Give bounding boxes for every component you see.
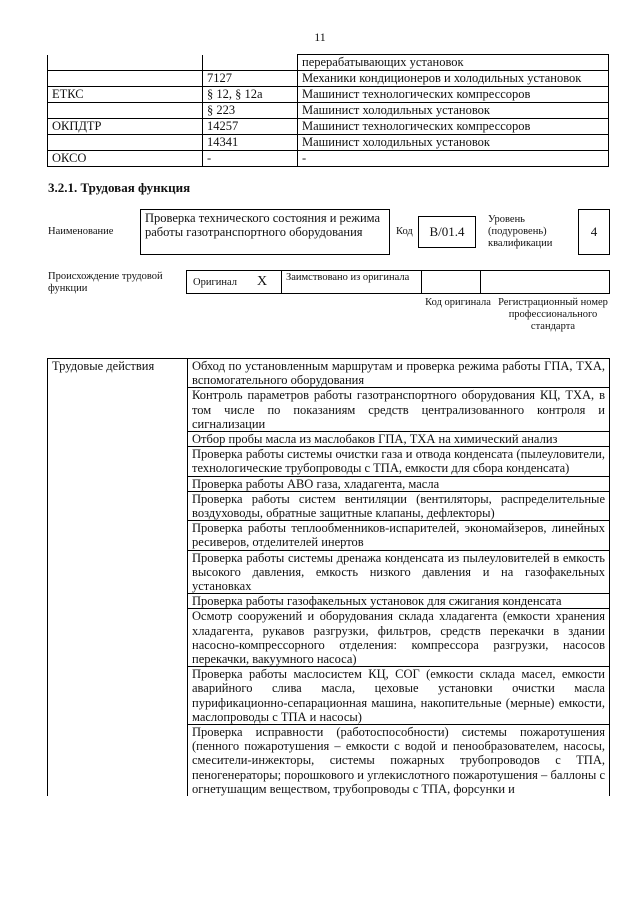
table-cell xyxy=(48,447,188,476)
table-cell: Машинист технологических компрессоров xyxy=(298,87,609,103)
origin-row xyxy=(186,270,610,294)
code-original-label: Код оригинала xyxy=(425,297,491,308)
page-number: 11 xyxy=(314,30,326,44)
table-row xyxy=(48,388,610,432)
table-row xyxy=(48,359,610,388)
table-cell xyxy=(48,594,188,609)
table-row xyxy=(48,476,610,491)
table-row xyxy=(48,521,610,550)
original-mark: X xyxy=(257,274,268,289)
table-row xyxy=(48,103,609,119)
table-row xyxy=(48,667,610,725)
table-cell xyxy=(48,476,188,491)
table-cell: - xyxy=(203,151,298,167)
table-row xyxy=(48,151,609,167)
table-row xyxy=(48,71,609,87)
function-name-box: Проверка технического состояния и режима работы газотранспортного оборудования xyxy=(140,209,390,255)
table-cell: - xyxy=(298,151,609,167)
table-row xyxy=(48,119,609,135)
section-title: 3.2.1. Трудовая функция xyxy=(48,180,191,195)
original-cell xyxy=(186,270,282,294)
table-cell: 14257 xyxy=(203,119,298,135)
labor-action-item: Проверка работы теплообменников-испарителей, экономайзеров, линейных ресиверов, отделителей инертов xyxy=(188,521,610,550)
reg-number-label: Регистрационный номер профессионального стандарта xyxy=(498,297,608,332)
table-cell xyxy=(48,550,188,594)
labor-action-item: Контроль параметров работы газотранспортного оборудования КЦ, ТХА, в том числе по показаниям средств централизованного контроля и сигнализации xyxy=(188,388,610,432)
table-cell xyxy=(48,103,203,119)
labor-actions-table xyxy=(47,358,610,796)
labor-action-item: Проверка работы газофакельных установок для сжигания конденсата xyxy=(188,594,610,609)
table-cell xyxy=(48,388,188,432)
code-label: Код xyxy=(396,226,413,237)
table-cell: Машинист холодильных установок xyxy=(298,103,609,119)
table-cell: ЕТКС xyxy=(48,87,203,103)
labor-action-item: Осмотр сооружений и оборудования склада хладагента (емкости хранения хладагента, рукавов разгрузки, фильтров, средств перекачки в здании насосно-компрессорного отделения: компрессора разгрузки, насосов перекачки, вакуумного насоса) xyxy=(188,609,610,667)
table-cell: Механики кондиционеров и холодильных установок xyxy=(298,71,609,87)
labor-actions-label: Трудовые действия xyxy=(48,359,188,388)
table-cell: Машинист технологических компрессоров xyxy=(298,119,609,135)
table-cell: 7127 xyxy=(203,71,298,87)
function-code-box: В/01.4 xyxy=(418,216,476,248)
table-cell xyxy=(48,135,203,151)
table-cell: Машинист холодильных установок xyxy=(298,135,609,151)
table-row xyxy=(48,55,609,71)
table-row xyxy=(48,135,609,151)
table-cell xyxy=(48,491,188,520)
labor-action-item: Проверка исправности (работоспособности) системы пожаротушения (пенного пожаротушения – емкости с водой и пенообразователем, насосы, смесители-инжекторы, системы пожарных трубопроводов с ТПА, пеногенераторы; порошкового и углекислотного пожаротушения – баллоны с огнетушащим веществом, трубопроводы с ТПА, форсунки и xyxy=(188,725,610,797)
table-cell: ОКСО xyxy=(48,151,203,167)
table-cell: перерабатывающих установок xyxy=(298,55,609,71)
table-cell xyxy=(203,55,298,71)
table-row xyxy=(48,594,610,609)
code-original-cell xyxy=(421,270,481,294)
table-row xyxy=(48,447,610,476)
table-cell xyxy=(48,432,188,447)
table-row xyxy=(48,432,610,447)
table-cell xyxy=(48,725,188,797)
table-cell: ОКПДТР xyxy=(48,119,203,135)
borrowed-cell: Заимствовано из оригинала xyxy=(281,270,422,294)
table-row xyxy=(48,491,610,520)
table-cell xyxy=(48,521,188,550)
classification-table xyxy=(47,54,609,167)
table-cell xyxy=(48,609,188,667)
table-row xyxy=(48,609,610,667)
labor-action-item: Проверка работы маслосистем КЦ, СОГ (емкости склада масел, емкости аварийного слива масла, цеховые установки очистки масла пурификационно-сепарационная машина, накопительные (мерные) емкости, маслопроводы с ТПА и насосы) xyxy=(188,667,610,725)
name-label: Наименование xyxy=(48,226,114,237)
table-row xyxy=(48,87,609,103)
origin-label: Происхождение трудовой функции xyxy=(48,271,163,294)
labor-action-item: Проверка работы системы очистки газа и отвода конденсата (пылеуловители, технологические трубопроводы с ТПА, емкости для сбора конденсата) xyxy=(188,447,610,476)
table-cell: § 223 xyxy=(203,103,298,119)
table-row xyxy=(48,550,610,594)
original-label: Оригинал xyxy=(193,277,237,288)
table-cell xyxy=(48,55,203,71)
labor-action-item: Отбор пробы масла из маслобаков ГПА, ТХА на химический анализ xyxy=(188,432,610,447)
table-row xyxy=(48,725,610,797)
table-cell: § 12, § 12а xyxy=(203,87,298,103)
labor-action-item: Проверка работы АВО газа, хладагента, масла xyxy=(188,476,610,491)
labor-action-item: Проверка работы системы дренажа конденсата из пылеуловителей в емкость высокого давления, емкость низкого давления и на газофакельных установках xyxy=(188,550,610,594)
table-cell: 14341 xyxy=(203,135,298,151)
level-label: Уровень (подуровень) квалификации xyxy=(488,214,553,249)
labor-action-item: Проверка работы систем вентиляции (вентиляторы, распределительные воздуховоды, обратные защитные клапаны, дефлекторы) xyxy=(188,491,610,520)
table-cell xyxy=(48,667,188,725)
table-cell xyxy=(48,71,203,87)
level-value-box: 4 xyxy=(578,209,610,255)
reg-number-cell xyxy=(480,270,610,294)
labor-action-item: Обход по установленным маршрутам и проверка режима работы ГПА, ТХА, вспомогательного оборудования xyxy=(188,359,610,388)
